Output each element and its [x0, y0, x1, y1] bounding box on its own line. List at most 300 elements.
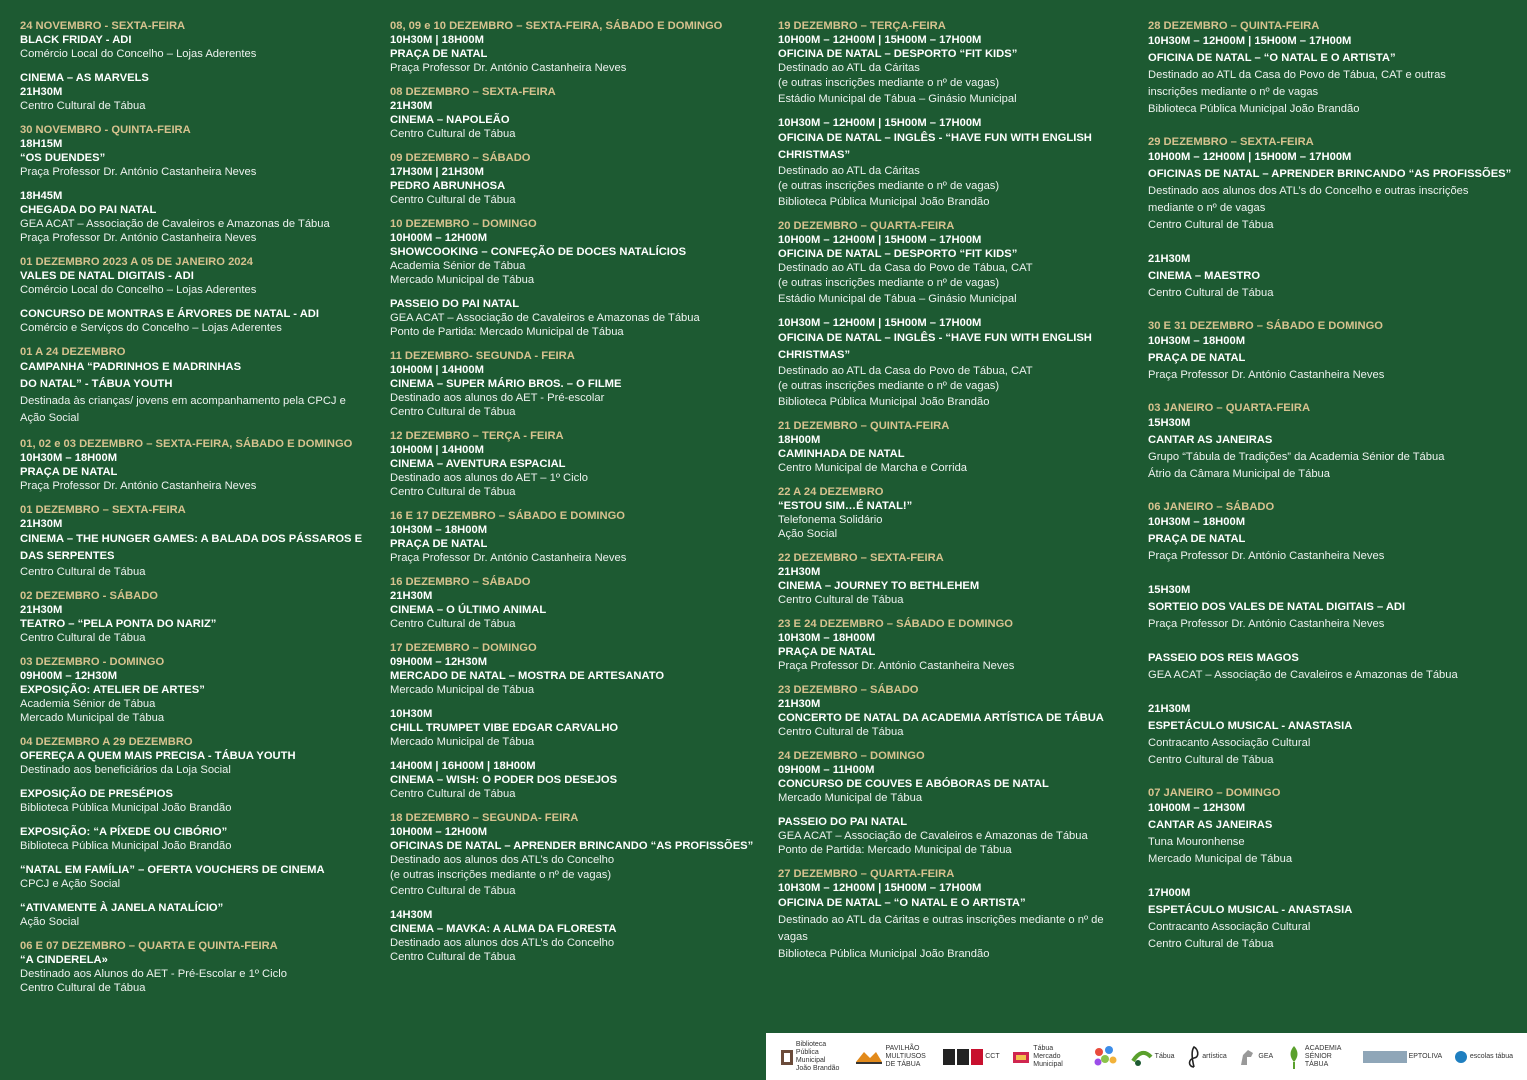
event-title: EXPOSIÇÃO: “A PÍXEDE OU CIBÓRIO”	[20, 826, 228, 838]
event-title: 10H00M | 14H00M	[390, 444, 484, 456]
event-detail: Centro Cultural de Tábua	[1148, 754, 1274, 766]
event-detail: Biblioteca Pública Municipal João Brandão	[20, 840, 232, 852]
column-3	[778, 19, 1138, 973]
event-title: PASSEIO DOS REIS MAGOS	[1148, 652, 1299, 664]
event-title: CAMPANHA “PADRINHOS E MADRINHAS	[20, 361, 242, 373]
event-detail: Ação Social	[20, 412, 80, 424]
event-title: CHEGADA DO PAI NATAL	[20, 204, 157, 216]
event-title: 10H00M – 12H00M	[390, 826, 488, 838]
event-date-heading: 03 JANEIRO – QUARTA-FEIRA	[1148, 402, 1311, 414]
event-date-heading: 07 JANEIRO – DOMINGO	[1148, 787, 1281, 799]
event-title: PRAÇA DE NATAL	[1148, 352, 1246, 364]
event-detail: Destinado aos alunos do AET – 1º Ciclo	[390, 472, 588, 484]
event-block	[1148, 319, 1513, 384]
event-detail: Centro Cultural de Tábua	[20, 566, 146, 578]
event-title: 21H30M	[390, 100, 433, 112]
event-title: 18H15M	[20, 138, 63, 150]
event-detail: Praça Professor Dr. António Castanheira Neves	[20, 166, 257, 178]
event-title: 21H30M	[20, 604, 63, 616]
event-detail: Centro Cultural de Tábua	[778, 726, 904, 738]
event-block	[390, 908, 755, 964]
logo-text: CCT	[985, 1052, 1000, 1060]
event-block	[20, 503, 375, 579]
event-block	[390, 349, 755, 419]
event-title: OFICINA DE NATAL – INGLÊS - “HAVE FUN WITH ENGLISH	[778, 332, 1092, 344]
event-date-heading: 29 DEZEMBRO – SEXTA-FEIRA	[1148, 136, 1314, 148]
event-detail: Destinado aos beneficiários da Loja Social	[20, 764, 231, 776]
event-date-heading: 01 DEZEMBRO – SEXTA-FEIRA	[20, 504, 186, 516]
event-title: “A CINDERELA»	[20, 954, 108, 966]
event-block	[778, 19, 1138, 106]
event-title: 10H00M – 12H30M	[1148, 802, 1246, 814]
event-title: CINEMA – THE HUNGER GAMES: A BALADA DOS PÁSSAROS E	[20, 533, 363, 545]
event-block	[1148, 701, 1513, 769]
library-icon	[780, 1048, 794, 1066]
event-title: 15H30M	[1148, 584, 1191, 596]
event-detail: Comércio Local do Concelho – Lojas Aderentes	[20, 48, 257, 60]
event-title: CONCERTO DE NATAL DA ACADEMIA ARTÍSTICA DE TÁBUA	[778, 712, 1104, 724]
event-detail: Praça Professor Dr. António Castanheira Neves	[778, 660, 1015, 672]
cct-logo	[943, 1049, 999, 1065]
event-title: OFICINA DE NATAL – “O NATAL E O ARTISTA”	[1148, 52, 1396, 64]
event-title: CINEMA – JOURNEY TO BETHLEHEM	[778, 580, 980, 592]
event-detail: Tuna Mouronhense	[1148, 836, 1245, 848]
event-detail: Destinado ao ATL da Cáritas	[778, 165, 920, 177]
event-title: “NATAL EM FAMÍLIA” – OFERTA VOUCHERS DE CINEMA	[20, 864, 325, 876]
event-detail: Centro Cultural de Tábua	[390, 194, 516, 206]
event-block	[390, 85, 755, 141]
event-detail: Ação Social	[20, 916, 80, 928]
event-block	[1148, 885, 1513, 953]
event-title: PASSEIO DO PAI NATAL	[778, 816, 908, 828]
event-title: 10H30M – 18H00M	[390, 524, 488, 536]
event-block	[1148, 135, 1513, 234]
event-detail: (e outras inscrições mediante o nº de vagas)	[778, 180, 1000, 192]
event-block	[390, 759, 755, 801]
event-detail: Destinado ao ATL da Casa do Povo de Tábua, CAT e outras	[1148, 69, 1446, 81]
event-detail: Destinado aos alunos do AET - Pré-escolar	[390, 392, 605, 404]
dots-icon	[1091, 1044, 1119, 1070]
event-title: 21H30M	[390, 590, 433, 602]
event-detail: Praça Professor Dr. António Castanheira Neves	[1148, 550, 1385, 562]
event-title: 10H30M – 18H00M	[1148, 335, 1246, 347]
event-block	[20, 307, 375, 335]
event-detail: GEA ACAT – Associação de Cavaleiros e Amazonas de Tábua	[20, 218, 330, 230]
event-block	[778, 485, 1138, 541]
event-detail: Biblioteca Pública Municipal João Brandão	[1148, 103, 1360, 115]
event-detail: Academia Sénior de Tábua	[390, 260, 526, 272]
event-detail: Centro Cultural de Tábua	[1148, 938, 1274, 950]
event-block	[778, 316, 1138, 409]
event-title: OFICINA DE NATAL – INGLÊS - “HAVE FUN WITH ENGLISH	[778, 132, 1092, 144]
event-title: CHRISTMAS”	[778, 349, 851, 361]
event-block	[1148, 582, 1513, 633]
event-title: 10H30M – 18H00M	[1148, 516, 1246, 528]
event-block	[20, 655, 375, 725]
event-detail: Comércio Local do Concelho – Lojas Aderentes	[20, 284, 257, 296]
event-title: CINEMA – O ÚLTIMO ANIMAL	[390, 604, 547, 616]
event-block	[390, 429, 755, 499]
event-title: 21H30M	[778, 566, 821, 578]
event-block	[390, 509, 755, 565]
event-title: CONCURSO DE MONTRAS E ÁRVORES DE NATAL - ADI	[20, 308, 319, 320]
event-detail: Centro Cultural de Tábua	[390, 885, 516, 897]
event-date-heading: 06 JANEIRO – SÁBADO	[1148, 501, 1275, 513]
column-4	[1148, 19, 1513, 970]
event-detail: GEA ACAT – Associação de Cavaleiros e Amazonas de Tábua	[778, 830, 1088, 842]
event-detail: Destinado ao ATL da Cáritas e outras inscrições mediante o nº de	[778, 914, 1104, 926]
event-detail: Destinada às crianças/ jovens em acompanhamento pela CPCJ e	[20, 395, 346, 407]
event-title: EXPOSIÇÃO: ATELIER DE ARTES”	[20, 684, 205, 696]
event-title: ESPETÁCULO MUSICAL - ANASTASIA	[1148, 720, 1353, 732]
event-block	[1148, 786, 1513, 868]
event-title: SORTEIO DOS VALES DE NATAL DIGITAIS – ADI	[1148, 601, 1406, 613]
sponsor-logo-strip	[766, 1033, 1527, 1080]
event-title: CHRISTMAS”	[778, 149, 851, 161]
event-title: DAS SERPENTES	[20, 550, 115, 562]
event-title: 21H30M	[20, 86, 63, 98]
event-block	[1148, 251, 1513, 302]
event-date-heading: 30 NOVEMBRO - QUINTA-FEIRA	[20, 124, 191, 136]
event-date-heading: 24 DEZEMBRO – DOMINGO	[778, 750, 925, 762]
event-detail: Mercado Municipal de Tábua	[390, 736, 535, 748]
event-block	[20, 901, 375, 929]
clef-icon	[1186, 1045, 1200, 1069]
event-title: TEATRO – “PELA PONTA DO NARIZ”	[20, 618, 217, 630]
event-detail: Centro Cultural de Tábua	[20, 632, 146, 644]
event-title: CINEMA – MAVKA: A ALMA DA FLORESTA	[390, 923, 617, 935]
event-detail: Centro Cultural de Tábua	[390, 406, 516, 418]
event-date-heading: 09 DEZEMBRO – SÁBADO	[390, 152, 531, 164]
event-date-heading: 21 DEZEMBRO – QUINTA-FEIRA	[778, 420, 950, 432]
event-title: CANTAR AS JANEIRAS	[1148, 434, 1273, 446]
event-title: OFICINAS DE NATAL – APRENDER BRINCANDO “AS PROFISSÕES”	[390, 840, 754, 852]
event-date-heading: 27 DEZEMBRO – QUARTA-FEIRA	[778, 868, 955, 880]
event-block	[20, 189, 375, 245]
mercado-logo	[1011, 1045, 1079, 1069]
event-detail: Destinado ao ATL da Casa do Povo de Tábua, CAT	[778, 365, 1033, 377]
event-title: CINEMA – AVENTURA ESPACIAL	[390, 458, 566, 470]
logo-text: escolas tábua	[1469, 1052, 1514, 1060]
event-detail: GEA ACAT – Associação de Cavaleiros e Amazonas de Tábua	[1148, 669, 1458, 681]
event-block	[20, 19, 375, 61]
event-detail: Praça Professor Dr. António Castanheira Neves	[1148, 369, 1385, 381]
event-block	[778, 419, 1138, 475]
event-title: 10H30M – 12H00M | 15H00M – 17H00M	[778, 317, 982, 329]
comissao-logo	[1091, 1044, 1119, 1070]
event-title: 18H00M	[778, 434, 821, 446]
event-title: 14H00M | 16H00M | 18H00M	[390, 760, 536, 772]
event-title: “OS DUENDES”	[20, 152, 106, 164]
event-title: CONCURSO DE COUVES E ABÓBORAS DE NATAL	[778, 778, 1049, 790]
cct-icon	[943, 1049, 983, 1065]
event-block	[20, 825, 375, 853]
event-date-heading: 20 DEZEMBRO – QUARTA-FEIRA	[778, 220, 955, 232]
event-block	[778, 219, 1138, 306]
event-block	[390, 19, 755, 75]
event-block	[778, 116, 1138, 209]
event-detail: Mercado Municipal de Tábua	[778, 792, 923, 804]
event-title: 10H30M – 18H00M	[778, 632, 876, 644]
event-detail: Centro Cultural de Tábua	[390, 951, 516, 963]
event-detail: Mercado Municipal de Tábua	[20, 712, 165, 724]
event-block	[20, 939, 375, 995]
event-detail: Destinado aos Alunos do AET - Pré-Escolar e 1º Ciclo	[20, 968, 287, 980]
event-date-heading: 10 DEZEMBRO – DOMINGO	[390, 218, 537, 230]
event-detail: Praça Professor Dr. António Castanheira Neves	[390, 552, 627, 564]
event-date-heading: 19 DEZEMBRO – TERÇA-FEIRA	[778, 20, 946, 32]
event-title: OFICINA DE NATAL – “O NATAL E O ARTISTA”	[778, 897, 1026, 909]
event-title: CHILL TRUMPET VIBE EDGAR CARVALHO	[390, 722, 619, 734]
school-icon	[1454, 1050, 1468, 1064]
market-icon	[1011, 1049, 1031, 1065]
event-block	[1148, 19, 1513, 118]
event-title: “ESTOU SIM…É NATAL!”	[778, 500, 913, 512]
event-block	[20, 437, 375, 493]
event-detail: Contracanto Associação Cultural	[1148, 921, 1311, 933]
event-detail: Contracanto Associação Cultural	[1148, 737, 1311, 749]
eptoliva-icon	[1363, 1049, 1407, 1065]
event-block	[1148, 500, 1513, 565]
event-title: 18H45M	[20, 190, 63, 202]
event-detail: Centro Cultural de Tábua	[1148, 219, 1274, 231]
event-title: 21H30M	[1148, 253, 1191, 265]
event-date-heading: 18 DEZEMBRO – SEGUNDA- FEIRA	[390, 812, 579, 824]
event-date-heading: 02 DEZEMBRO - SÁBADO	[20, 590, 158, 602]
event-date-heading: 01 A 24 DEZEMBRO	[20, 346, 126, 358]
column-1	[20, 19, 375, 1005]
event-title: PASSEIO DO PAI NATAL	[390, 298, 520, 310]
event-block	[20, 255, 375, 297]
event-date-heading: 17 DEZEMBRO – DOMINGO	[390, 642, 537, 654]
gea-logo	[1238, 1047, 1273, 1067]
event-detail: Academia Sénior de Tábua	[20, 698, 156, 710]
event-title: CANTAR AS JANEIRAS	[1148, 819, 1273, 831]
event-detail: mediante o nº de vagas	[1148, 202, 1266, 214]
event-block	[20, 71, 375, 113]
event-detail: GEA ACAT – Associação de Cavaleiros e Amazonas de Tábua	[390, 312, 700, 324]
event-detail: Estádio Municipal de Tábua – Ginásio Municipal	[778, 93, 1017, 105]
event-date-heading: 03 DEZEMBRO - DOMINGO	[20, 656, 165, 668]
event-detail: vagas	[778, 931, 808, 943]
biblioteca-logo	[780, 1041, 842, 1073]
event-title: CAMINHADA DE NATAL	[778, 448, 905, 460]
event-date-heading: 23 DEZEMBRO – SÁBADO	[778, 684, 919, 696]
event-detail: inscrições mediante o nº de vagas	[1148, 86, 1319, 98]
event-title: OFICINAS DE NATAL – APRENDER BRINCANDO “AS PROFISSÕES”	[1148, 168, 1512, 180]
event-block	[390, 217, 755, 287]
event-block	[20, 345, 375, 427]
logo-text: artística	[1202, 1052, 1227, 1060]
event-title: 10H30M	[390, 708, 433, 720]
event-date-heading: 01, 02 e 03 DEZEMBRO – SEXTA-FEIRA, SÁBADO E DOMINGO	[20, 438, 353, 450]
event-title: 10H30M – 12H00M | 15H00M – 17H00M	[1148, 35, 1352, 47]
event-detail: Biblioteca Pública Municipal João Brandão	[778, 196, 990, 208]
event-detail: Centro Cultural de Tábua	[20, 982, 146, 994]
event-date-heading: 04 DEZEMBRO A 29 DEZEMBRO	[20, 736, 193, 748]
event-title: CINEMA – NAPOLEÃO	[390, 114, 510, 126]
artistica-logo	[1186, 1045, 1227, 1069]
event-detail: Átrio da Câmara Municipal de Tábua	[1148, 468, 1330, 480]
event-block	[778, 683, 1138, 739]
event-date-heading: 22 A 24 DEZEMBRO	[778, 486, 884, 498]
event-title: CINEMA – MAESTRO	[1148, 270, 1261, 282]
event-detail: Praça Professor Dr. António Castanheira Neves	[20, 232, 257, 244]
event-block	[20, 787, 375, 815]
event-detail: Mercado Municipal de Tábua	[390, 684, 535, 696]
event-detail: Praça Professor Dr. António Castanheira Neves	[390, 62, 627, 74]
event-title: 21H30M	[778, 698, 821, 710]
event-detail: Ponto de Partida: Mercado Municipal de Tábua	[778, 844, 1012, 856]
event-title: 10H30M – 12H00M | 15H00M – 17H00M	[778, 117, 982, 129]
event-title: PRAÇA DE NATAL	[20, 466, 118, 478]
event-title: EXPOSIÇÃO DE PRESÉPIOS	[20, 788, 173, 800]
event-title: CINEMA – AS MARVELS	[20, 72, 149, 84]
event-block	[1148, 650, 1513, 684]
event-title: OFEREÇA A QUEM MAIS PRECISA - TÁBUA YOUTH	[20, 750, 296, 762]
event-title: 10H00M – 12H00M | 15H00M – 17H00M	[778, 34, 982, 46]
event-detail: Centro Cultural de Tábua	[390, 128, 516, 140]
event-block	[20, 863, 375, 891]
event-title: CINEMA – WISH: O PODER DOS DESEJOS	[390, 774, 618, 786]
pavilhao-logo	[854, 1045, 932, 1069]
event-title: MERCADO DE NATAL – MOSTRA DE ARTESANATO	[390, 670, 665, 682]
event-block	[390, 811, 755, 898]
event-detail: Destinado aos alunos dos ATL’s do Concelho	[390, 937, 615, 949]
event-title: PRAÇA DE NATAL	[778, 646, 876, 658]
event-detail: (e outras inscrições mediante o nº de vagas)	[390, 869, 612, 881]
event-detail: Centro Cultural de Tábua	[20, 100, 146, 112]
logo-text: EPTOLIVA	[1408, 1052, 1443, 1060]
event-date-heading: 30 E 31 DEZEMBRO – SÁBADO E DOMINGO	[1148, 320, 1383, 332]
event-title: ESPETÁCULO MUSICAL - ANASTASIA	[1148, 904, 1353, 916]
event-date-heading: 23 E 24 DEZEMBRO – SÁBADO E DOMINGO	[778, 618, 1013, 630]
event-block	[390, 575, 755, 631]
event-block	[778, 617, 1138, 673]
event-block	[390, 297, 755, 339]
event-block	[390, 707, 755, 749]
event-date-heading: 22 DEZEMBRO – SEXTA-FEIRA	[778, 552, 944, 564]
event-title: SHOWCOOKING – CONFEÇÃO DE DOCES NATALÍCIOS	[390, 246, 687, 258]
event-detail: Centro Municipal de Marcha e Corrida	[778, 462, 968, 474]
event-date-heading: 08, 09 e 10 DEZEMBRO – SEXTA-FEIRA, SÁBADO E DOMINGO	[390, 20, 723, 32]
event-date-heading: 11 DEZEMBRO- SEGUNDA - FEIRA	[390, 350, 575, 362]
event-detail: Praça Professor Dr. António Castanheira Neves	[20, 480, 257, 492]
event-title: PRAÇA DE NATAL	[1148, 533, 1246, 545]
event-detail: Telefonema Solidário	[778, 514, 883, 526]
event-detail: Ação Social	[778, 528, 838, 540]
event-title: 10H30M – 18H00M	[20, 452, 118, 464]
event-detail: (e outras inscrições mediante o nº de vagas)	[778, 77, 1000, 89]
event-detail: Centro Cultural de Tábua	[390, 618, 516, 630]
event-date-heading: 06 E 07 DEZEMBRO – QUARTA E QUINTA-FEIRA	[20, 940, 278, 952]
event-block	[1148, 401, 1513, 483]
academia-logo	[1285, 1044, 1351, 1070]
event-title: PRAÇA DE NATAL	[390, 538, 488, 550]
event-block	[20, 123, 375, 179]
event-title: VALES DE NATAL DIGITAIS - ADI	[20, 270, 194, 282]
event-title: DO NATAL” - TÁBUA YOUTH	[20, 378, 173, 390]
event-date-heading: 16 DEZEMBRO – SÁBADO	[390, 576, 531, 588]
event-detail: CPCJ e Ação Social	[20, 878, 121, 890]
event-title: 10H30M – 12H00M | 15H00M – 17H00M	[778, 882, 982, 894]
event-detail: Mercado Municipal de Tábua	[1148, 853, 1293, 865]
event-detail: Centro Cultural de Tábua	[1148, 287, 1274, 299]
event-detail: Ponto de Partida: Mercado Municipal de Tábua	[390, 326, 624, 338]
event-title: PRAÇA DE NATAL	[390, 48, 488, 60]
event-detail: Praça Professor Dr. António Castanheira Neves	[1148, 618, 1385, 630]
event-block	[778, 749, 1138, 805]
event-detail: Comércio e Serviços do Concelho – Lojas Aderentes	[20, 322, 282, 334]
event-detail: Centro Cultural de Tábua	[390, 788, 516, 800]
event-title: 17H00M	[1148, 887, 1191, 899]
logo-text: GEA	[1258, 1052, 1274, 1060]
event-detail: Destinado ao ATL da Cáritas	[778, 62, 920, 74]
event-block	[20, 589, 375, 645]
event-block	[778, 815, 1138, 857]
logo-text: Tábua Mercado Municipal	[1033, 1044, 1063, 1068]
tabua-icon	[1131, 1047, 1153, 1067]
event-date-heading: 01 DEZEMBRO 2023 A 05 DE JANEIRO 2024	[20, 256, 253, 268]
event-detail: (e outras inscrições mediante o nº de vagas)	[778, 277, 1000, 289]
event-detail: (e outras inscrições mediante o nº de vagas)	[778, 380, 1000, 392]
event-detail: Grupo “Tábula de Tradições” da Academia Sénior de Tábua	[1148, 451, 1445, 463]
event-title: 10H30M | 18H00M	[390, 34, 484, 46]
event-date-heading: 24 NOVEMBRO - SEXTA-FEIRA	[20, 20, 186, 32]
event-detail: Destinado aos alunos dos ATL’s do Concelho	[390, 854, 615, 866]
logo-text: Tábua	[1154, 1052, 1175, 1060]
logo-text: Biblioteca Pública Municipal João Brandão	[795, 1040, 840, 1072]
event-title: 14H30M	[390, 909, 433, 921]
event-detail: Mercado Municipal de Tábua	[390, 274, 535, 286]
event-detail: Centro Cultural de Tábua	[390, 486, 516, 498]
event-detail: Biblioteca Pública Municipal João Brandão	[778, 948, 990, 960]
event-date-heading: 16 E 17 DEZEMBRO – SÁBADO E DOMINGO	[390, 510, 625, 522]
event-title: 10H00M | 14H00M	[390, 364, 484, 376]
event-title: PEDRO ABRUNHOSA	[390, 180, 506, 192]
event-title: 10H00M – 12H00M | 15H00M – 17H00M	[778, 234, 982, 246]
event-date-heading: 12 DEZEMBRO – TERÇA - FEIRA	[390, 430, 564, 442]
logo-text: PAVILHÃO MULTIUSOS DE TÁBUA	[885, 1044, 926, 1068]
event-title: OFICINA DE NATAL – DESPORTO “FIT KIDS”	[778, 248, 1018, 260]
escolas-logo	[1454, 1050, 1513, 1064]
event-date-heading: 08 DEZEMBRO – SEXTA-FEIRA	[390, 86, 556, 98]
event-detail: Destinado ao ATL da Casa do Povo de Tábua, CAT	[778, 262, 1033, 274]
event-title: 10H00M – 12H00M	[390, 232, 488, 244]
eptoliva-logo	[1363, 1049, 1443, 1065]
event-title: 09H00M – 11H00M	[778, 764, 875, 776]
tree-icon	[1285, 1044, 1303, 1070]
event-block	[20, 735, 375, 777]
event-title: CINEMA – SUPER MÁRIO BROS. – O FILME	[390, 378, 622, 390]
logo-text: ACADEMIA SÉNIOR TÁBUA	[1304, 1044, 1342, 1068]
event-title: 21H30M	[20, 518, 63, 530]
event-title: 15H30M	[1148, 417, 1191, 429]
event-detail: Biblioteca Pública Municipal João Brandão	[778, 396, 990, 408]
event-title: 21H30M	[1148, 703, 1191, 715]
event-detail: Estádio Municipal de Tábua – Ginásio Municipal	[778, 293, 1017, 305]
event-title: 09H00M – 12H30M	[20, 670, 118, 682]
event-detail: Destinado aos alunos dos ATL’s do Concelho e outras inscrições	[1148, 185, 1469, 197]
event-title: 17H30M | 21H30M	[390, 166, 484, 178]
event-detail: Biblioteca Pública Municipal João Brandão	[20, 802, 232, 814]
event-block	[778, 551, 1138, 607]
event-block	[778, 867, 1138, 963]
event-date-heading: 28 DEZEMBRO – QUINTA-FEIRA	[1148, 20, 1320, 32]
event-title: OFICINA DE NATAL – DESPORTO “FIT KIDS”	[778, 48, 1018, 60]
event-title: BLACK FRIDAY - ADI	[20, 34, 132, 46]
horse-icon	[1238, 1047, 1256, 1067]
